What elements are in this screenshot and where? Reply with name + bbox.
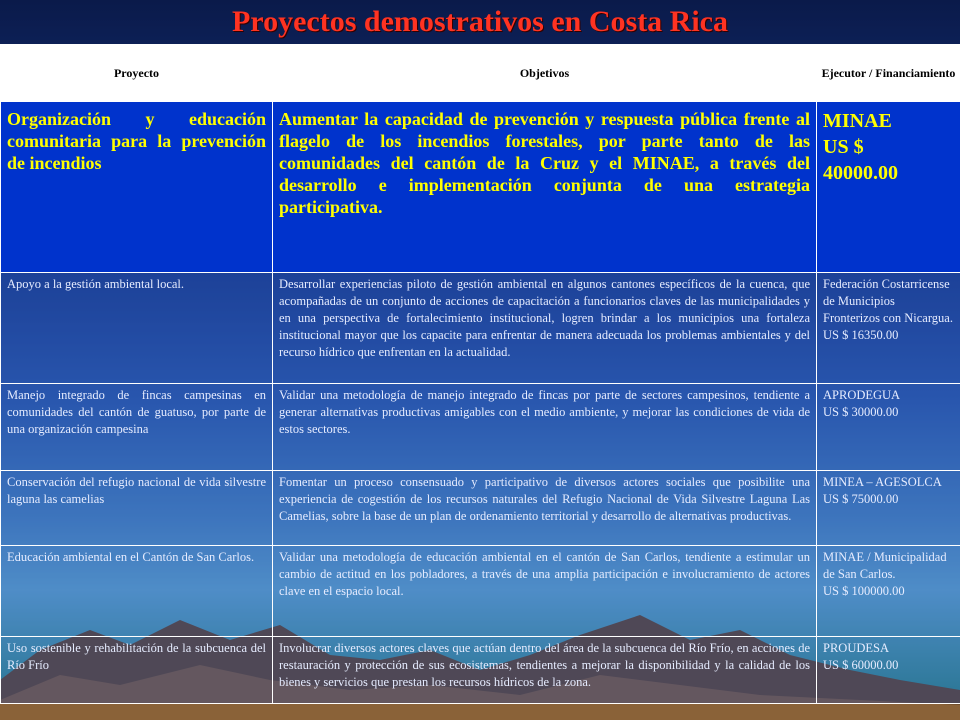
header-objectives: Objetivos	[273, 45, 817, 102]
featured-project-name: Organización y educación comunitaria para la prevención de incendios	[1, 102, 273, 273]
table-row	[1, 546, 960, 637]
featured-project-objective: Aumentar la capacidad de prevención y respuesta pública frente al flagelo de los incendios forestales, por parte tanto de las comunidades del cantón de la Cruz y el MINAE, a través del desarrollo e implementación conjunta de una estrategia participativa.	[273, 102, 817, 273]
featured-project-executor	[817, 102, 960, 273]
table-row	[1, 471, 960, 546]
project-executor	[817, 637, 960, 704]
project-name: Manejo integrado de fincas campesinas en comunidades del cantón de guatuso, por parte de una organización campesina	[1, 384, 273, 471]
project-executor	[817, 384, 960, 471]
executor-line: MINAE / Municipalidad de San Carlos.	[823, 550, 947, 581]
project-name: Conservación del refugio nacional de vida silvestre laguna las camelias	[1, 471, 273, 546]
table-header-row	[1, 45, 960, 102]
table-row	[1, 273, 960, 384]
executor-line: US $ 16350.00	[823, 328, 899, 342]
executor-line: MINEA – AGESOLCA	[823, 475, 942, 489]
executor-line: Federación Costarricense de Municipios Fronterizos con Nicargua.	[823, 277, 953, 325]
project-executor	[817, 273, 960, 384]
header-executor: Ejecutor / Financiamiento	[817, 45, 960, 102]
featured-project-row	[1, 102, 960, 273]
featured-executor-line: US $	[823, 136, 864, 158]
projects-table	[0, 44, 960, 704]
project-executor	[817, 546, 960, 637]
featured-executor-line: MINAE	[823, 110, 892, 132]
featured-executor-line: 40000.00	[823, 162, 898, 184]
table-row	[1, 637, 960, 704]
executor-line: US $ 60000.00	[823, 658, 899, 672]
executor-line: US $ 30000.00	[823, 405, 899, 419]
executor-line: US $ 75000.00	[823, 492, 899, 506]
executor-line: PROUDESA	[823, 641, 889, 655]
project-name: Educación ambiental en el Cantón de San Carlos.	[1, 546, 273, 637]
project-objective: Validar una metodología de manejo integrado de fincas por parte de sectores campesinos, tendiente a generar alternativas productivas amigables con el medio ambiente, y mejorar las condiciones de vida de estos sectores.	[273, 384, 817, 471]
project-executor	[817, 471, 960, 546]
project-name: Uso sostenible y rehabilitación de la subcuenca del Río Frío	[1, 637, 273, 704]
executor-line: US $ 100000.00	[823, 584, 905, 598]
executor-line: APRODEGUA	[823, 388, 901, 402]
project-objective: Validar una metodología de educación ambiental en el cantón de San Carlos, tendiente a estimular un cambio de actitud en los pobladores, a través de una amplia participación e involucramiento de actores clave en el espacio local.	[273, 546, 817, 637]
header-project: Proyecto	[1, 45, 273, 102]
table-row	[1, 384, 960, 471]
page-title: Proyectos demostrativos en Costa Rica	[231, 5, 728, 38]
project-objective: Fomentar un proceso consensuado y participativo de diversos actores sociales que posibilite una experiencia de cogestión de los recursos naturales del Refugio Nacional de Vida Silvestre Laguna Las Camelias, sobre la base de un plan de ordenamiento territorial y desarrollo de alternativas productivas.	[273, 471, 817, 546]
project-objective: Involucrar diversos actores claves que actúan dentro del área de la subcuenca del Río Frío, en acciones de restauración y protección de sus ecosistemas, tendientes a mejorar la disponibilidad y la calidad de los bienes y servicios que prestan los recursos hídricos de la zona.	[273, 637, 817, 704]
project-name: Apoyo a la gestión ambiental local.	[1, 273, 273, 384]
project-objective: Desarrollar experiencias piloto de gestión ambiental en algunos cantones específicos de la cuenca, que acompañadas de un conjunto de acciones de capacitación a funcionarios claves de las municipalidades y en una perspectiva de fortalecimiento institucional, logren brindar a los municipios una fortaleza institucional mayor que los capacite para enfrentar de manera adecuada los problemas ambientales y del recurso hídrico que enfrentan en la actualidad.	[273, 273, 817, 384]
